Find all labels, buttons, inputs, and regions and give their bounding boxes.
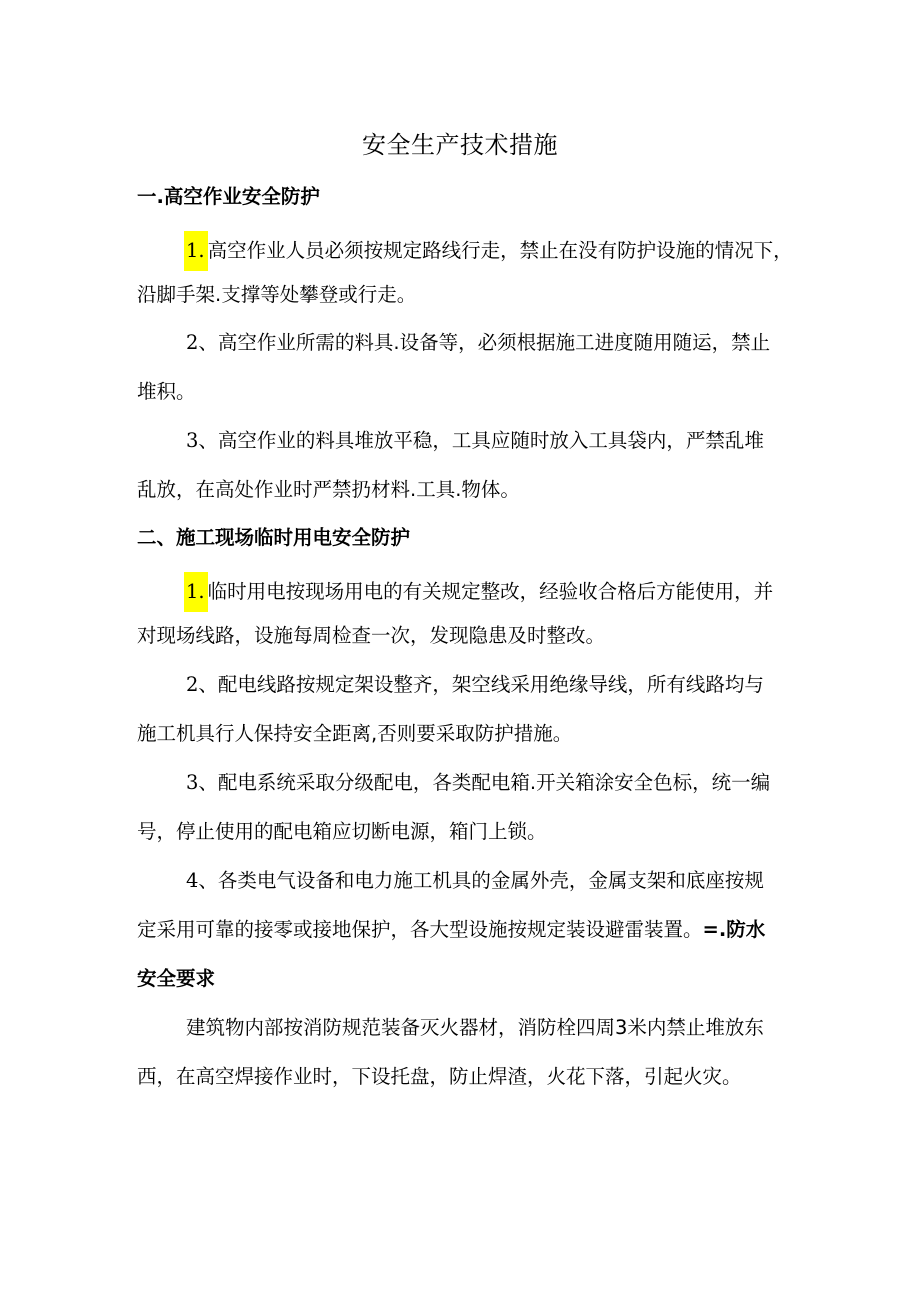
page-title: 安全生产技术措施 <box>362 131 558 159</box>
item-number: 3 <box>186 771 199 794</box>
s1-item1-line2: 沿脚手架.支撑等处攀登或行走。 <box>137 283 417 306</box>
s3-para-line2: 西，在高空焊接作业时，下设托盘，防止焊渣，火花下落，引起火灾。 <box>137 1065 742 1088</box>
s1-item3-text: 、高空作业的料具堆放平稳，工具应随时放入工具袋内，严禁乱堆 <box>198 429 764 452</box>
s2-item2-text: 、配电线路按规定架设整齐，架空线采用绝缘导线，所有线路均与 <box>198 673 764 696</box>
s2-item2-line2: 施工机具行人保持安全距离,否则要采取防护措施。 <box>137 722 573 745</box>
section-heading-temp-electricity: 二、施工现场临时用电安全防护 <box>137 526 411 549</box>
s1-item2-text: 、高空作业所需的料具.设备等，必须根据施工进度随用随运，禁止 <box>198 331 771 354</box>
item-number: 2 <box>186 331 199 354</box>
s2-item1-line2: 对现场线路，设施每周检查一次，发现隐患及时整改。 <box>137 624 606 647</box>
section-heading-waterproof-part2: 安全要求 <box>137 967 216 990</box>
s2-item3-text: 、配电系统采取分级配电，各类配电箱.开关箱涂安全色标，统一编 <box>198 771 771 794</box>
s2-item2-line1 <box>186 670 764 700</box>
s1-item2-line1 <box>186 328 770 358</box>
section-heading-waterproof-part1: =.防水 <box>702 918 766 941</box>
item-number: 4 <box>186 869 199 892</box>
s2-item4-text2: 定采用可靠的接零或接地保护，各大型设施按规定装设避雷装置。 <box>137 918 703 941</box>
s2-item4-text: 、各类电气设备和电力施工机具的金属外壳，金属支架和底座按规 <box>198 869 764 892</box>
s2-item4-line2 <box>137 915 765 945</box>
item-number: 3 <box>186 429 199 452</box>
highlighted-number: 1. <box>184 572 208 612</box>
s2-item1-line1 <box>186 572 773 612</box>
item-number: 2 <box>186 673 199 696</box>
s2-item4-line1 <box>186 866 764 896</box>
highlighted-number: 1. <box>184 231 208 271</box>
section-heading-high-altitude: 一.高空作业安全防护 <box>137 185 320 208</box>
s2-item3-line1 <box>186 768 770 798</box>
s2-item3-line2: 号，停止使用的配电箱应切断电源，箱门上锁。 <box>137 820 547 843</box>
s1-item3-line1 <box>186 426 764 456</box>
s1-item1-line1 <box>186 231 793 271</box>
s1-item1-text: 高空作业人员必须按规定路线行走，禁止在没有防护设施的情况下， <box>207 239 793 262</box>
s3-para-line1: 建筑物内部按消防规范装备灭火器材，消防栓四周3米内禁止堆放东 <box>186 1016 764 1039</box>
s2-item1-text: 临时用电按现场用电的有关规定整改，经验收合格后方能使用，并 <box>207 580 774 603</box>
s1-item2-line2: 堆积。 <box>137 380 196 403</box>
s1-item3-line2: 乱放，在高处作业时严禁扔材料.工具.物体。 <box>137 478 520 501</box>
